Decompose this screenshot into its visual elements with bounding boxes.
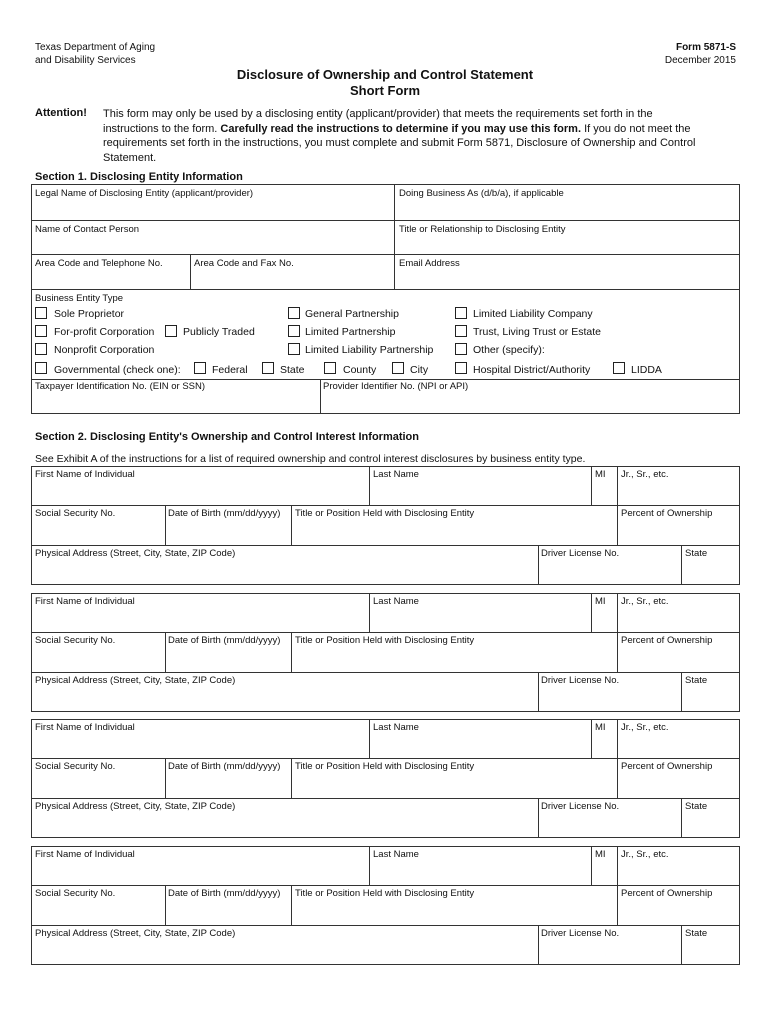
suffix-label: Jr., Sr., etc. [621,722,669,733]
attention-text [103,107,703,165]
limited-partnership-checkbox[interactable] [288,325,300,337]
percent-ownership-label: Percent of Ownership [621,761,713,772]
llp-label: Limited Liability Partnership [305,344,434,356]
sole-proprietor-label: Sole Proprietor [54,308,125,320]
last-name-label: Last Name [373,722,419,733]
mi-label: MI [595,722,606,733]
ssn-label: Social Security No. [35,508,116,519]
general-partnership-label: General Partnership [305,308,399,320]
other-checkbox[interactable] [455,343,467,355]
city-label: City [410,364,429,376]
percent-ownership-label: Percent of Ownership [621,635,713,646]
title-line-2: Short Form [349,83,421,98]
last-name-label: Last Name [373,849,419,860]
license-state-label: State [685,801,708,812]
llp-checkbox[interactable] [288,343,300,355]
sole-proprietor-checkbox[interactable] [35,307,47,319]
section2-note: See Exhibit A of the instructions for a list of required ownership and control interest disclosures by business entity type. [35,453,586,465]
mi-label: MI [595,849,606,860]
suffix-label: Jr., Sr., etc. [621,849,669,860]
position-title-label: Title or Position Held with Disclosing Entity [295,888,475,899]
agency-line-2: and Disability Services [35,54,136,66]
ssn-label: Social Security No. [35,761,116,772]
state-label: State [280,364,305,376]
form-number-block [665,42,736,67]
first-name-label: First Name of Individual [35,849,135,860]
contact-title-label: Title or Relationship to Disclosing Entity [399,224,566,235]
general-partnership-checkbox[interactable] [288,307,300,319]
form-number: Form 5871-S [675,42,736,53]
percent-ownership-label: Percent of Ownership [621,888,713,899]
entity-type-label: Business Entity Type [35,293,124,304]
title-line-1: Disclosure of Ownership and Control Statement [236,67,534,82]
fax-label: Area Code and Fax No. [194,258,294,269]
last-name-label: Last Name [373,596,419,607]
license-label: Driver License No. [541,801,620,812]
attention-label: Attention! [35,107,87,119]
license-label: Driver License No. [541,675,620,686]
ssn-label: Social Security No. [35,888,116,899]
trust-checkbox[interactable] [455,325,467,337]
ssn-label: Social Security No. [35,635,116,646]
suffix-label: Jr., Sr., etc. [621,469,669,480]
first-name-label: First Name of Individual [35,469,135,480]
attention-text-1: This form may only be used by a disclosing entity (applicant/provider) that meets the requirements set forth in the instructions to the form. [103,108,653,135]
tin-label: Taxpayer Identification No. (EIN or SSN) [35,381,206,392]
llc-checkbox[interactable] [455,307,467,319]
dob-label: Date of Birth (mm/dd/yyyy) [168,888,281,899]
federal-label: Federal [212,364,248,376]
percent-ownership-label: Percent of Ownership [621,508,713,519]
legal-name-label: Legal Name of Disclosing Entity (applicant/provider) [35,188,254,199]
last-name-label: Last Name [373,469,419,480]
llc-label: Limited Liability Company [473,308,593,320]
nonprofit-checkbox[interactable] [35,343,47,355]
attention-bold: Carefully read the instructions to determine if you may use this form. [220,122,582,135]
license-state-label: State [685,928,708,939]
address-label: Physical Address (Street, City, State, ZIP Code) [35,675,236,686]
publicly-traded-checkbox[interactable] [165,325,177,337]
license-label: Driver License No. [541,928,620,939]
mi-label: MI [595,596,606,607]
hospital-label: Hospital District/Authority [473,364,591,376]
governmental-label: Governmental (check one): [54,364,181,376]
position-title-label: Title or Position Held with Disclosing Entity [295,761,475,772]
mi-label: MI [595,469,606,480]
attention-text-2: If you do not meet the requirements set forth in the instructions, you must complete and submit Form 5871, Disclosure of Ownership and Control Statement. [103,122,696,164]
forprofit-label: For-profit Corporation [54,326,155,338]
section1-heading: Section 1. Disclosing Entity Information [35,171,243,183]
page-title [0,67,770,99]
license-state-label: State [685,548,708,559]
trust-label: Trust, Living Trust or Estate [473,326,601,338]
address-label: Physical Address (Street, City, State, ZIP Code) [35,801,236,812]
state-checkbox[interactable] [262,362,274,374]
governmental-checkbox[interactable] [35,362,47,374]
dob-label: Date of Birth (mm/dd/yyyy) [168,761,281,772]
license-state-label: State [685,675,708,686]
first-name-label: First Name of Individual [35,596,135,607]
address-label: Physical Address (Street, City, State, ZIP Code) [35,548,236,559]
other-label: Other (specify): [473,344,545,356]
provider-id-label: Provider Identifier No. (NPI or API) [323,381,469,392]
first-name-label: First Name of Individual [35,722,135,733]
section2-heading: Section 2. Disclosing Entity's Ownership and Control Interest Information [35,431,419,443]
phone-label: Area Code and Telephone No. [35,258,163,269]
dba-label: Doing Business As (d/b/a), if applicable [399,188,564,199]
hospital-checkbox[interactable] [455,362,467,374]
limited-partnership-label: Limited Partnership [305,326,396,338]
suffix-label: Jr., Sr., etc. [621,596,669,607]
forprofit-checkbox[interactable] [35,325,47,337]
dob-label: Date of Birth (mm/dd/yyyy) [168,508,281,519]
county-label: County [343,364,377,376]
address-label: Physical Address (Street, City, State, ZIP Code) [35,928,236,939]
lidda-checkbox[interactable] [613,362,625,374]
federal-checkbox[interactable] [194,362,206,374]
nonprofit-label: Nonprofit Corporation [54,344,155,356]
agency-name [35,42,155,67]
email-label: Email Address [399,258,460,269]
contact-name-label: Name of Contact Person [35,224,140,235]
county-checkbox[interactable] [324,362,336,374]
publicly-traded-label: Publicly Traded [183,326,255,338]
dob-label: Date of Birth (mm/dd/yyyy) [168,635,281,646]
position-title-label: Title or Position Held with Disclosing Entity [295,635,475,646]
lidda-label: LIDDA [631,364,662,376]
form-date: December 2015 [664,54,736,66]
agency-line-1: Texas Department of Aging [35,42,156,53]
license-label: Driver License No. [541,548,620,559]
position-title-label: Title or Position Held with Disclosing Entity [295,508,475,519]
city-checkbox[interactable] [392,362,404,374]
